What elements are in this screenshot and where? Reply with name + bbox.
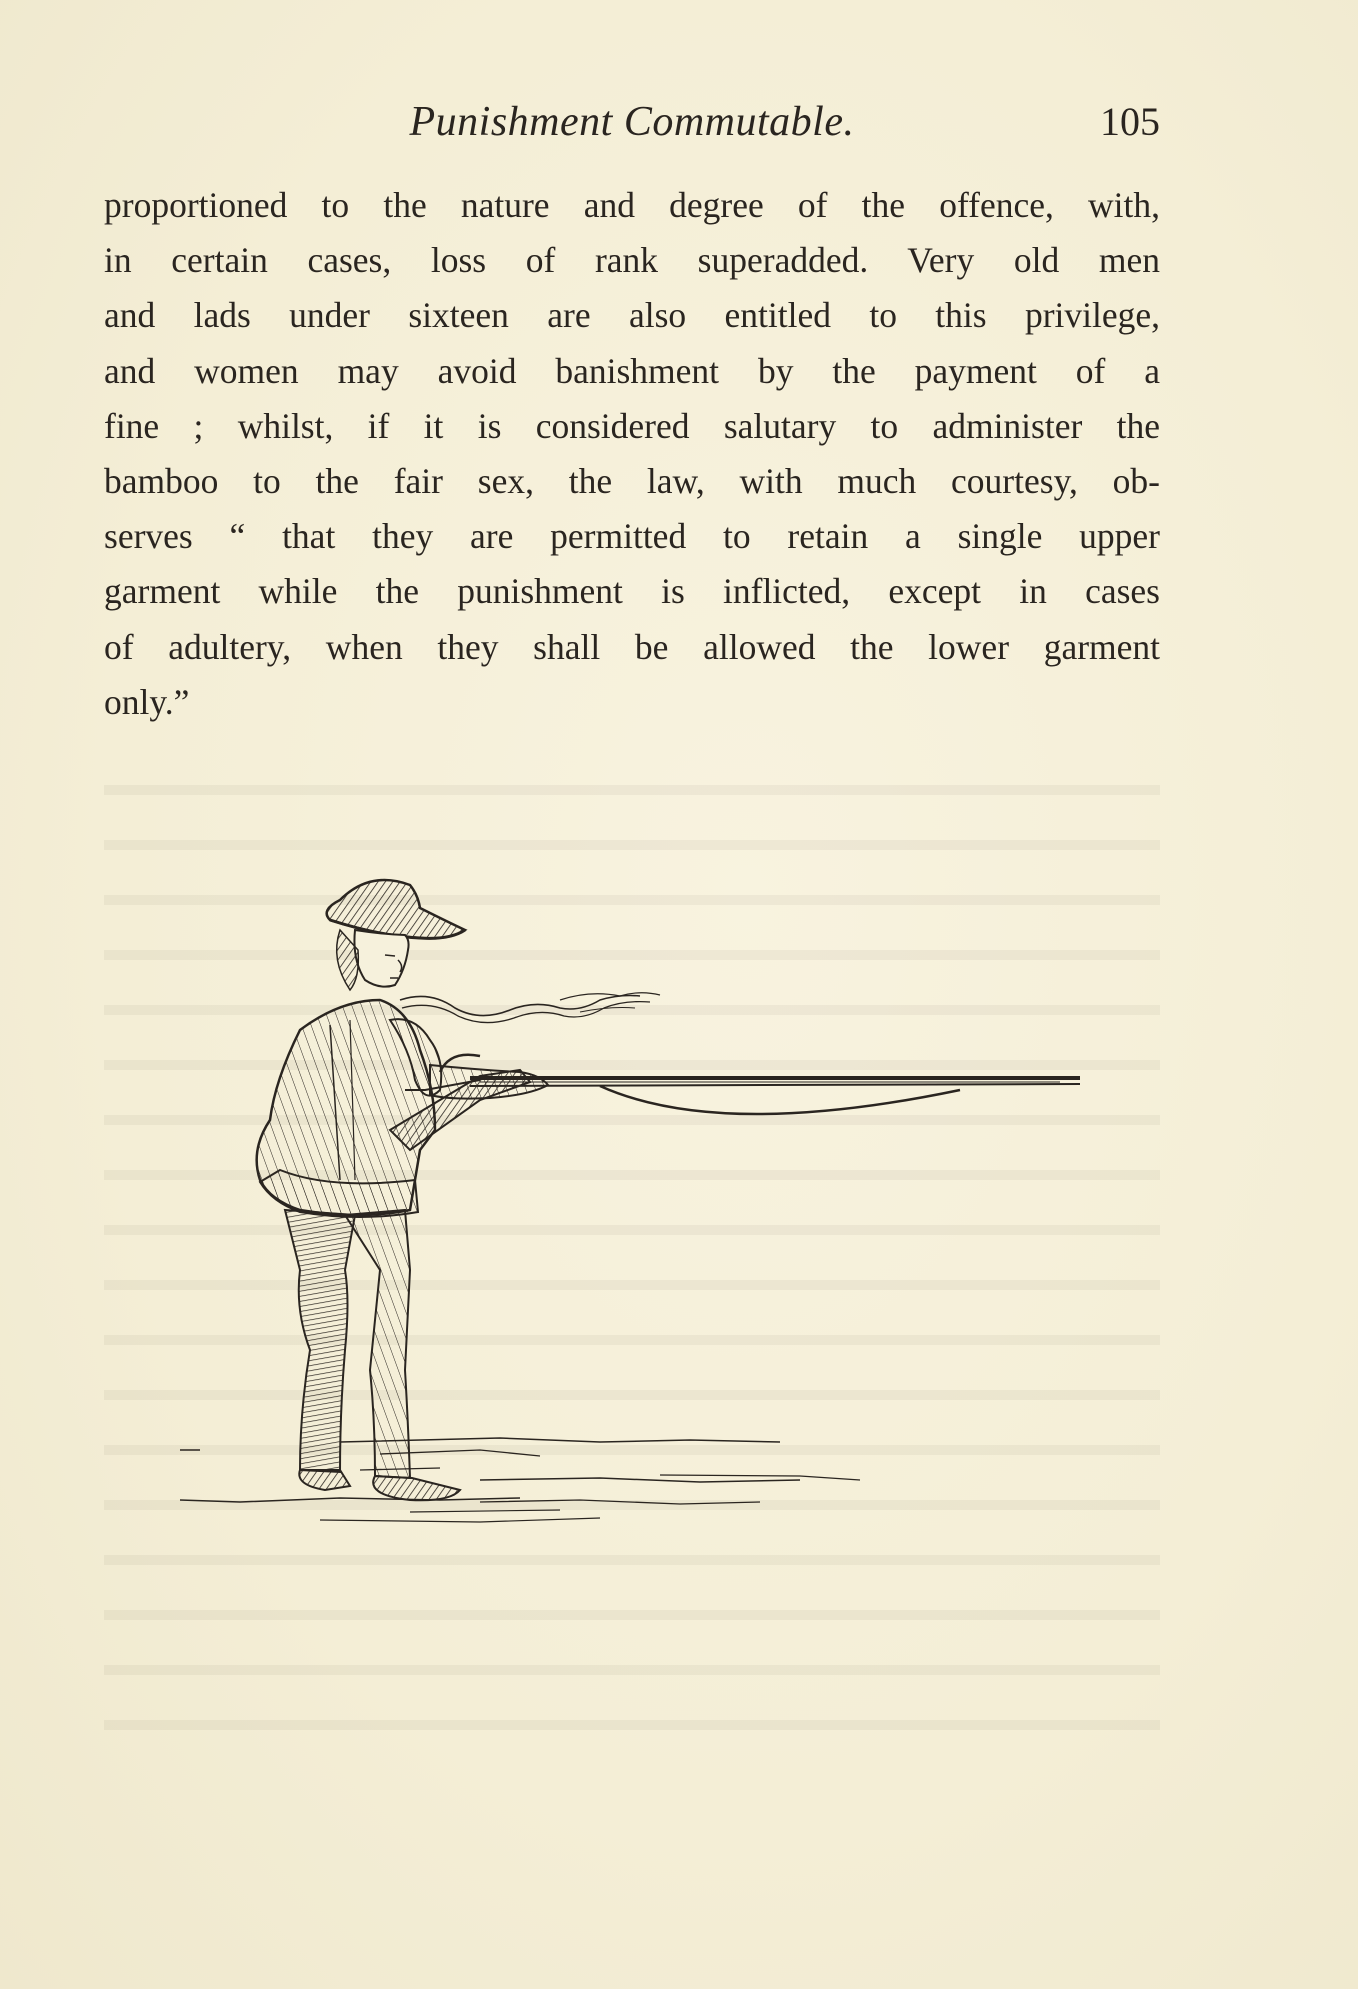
text-line: bamboo to the fair sex, the law, with much courtesy, ob-	[104, 460, 1160, 501]
body-paragraph	[104, 178, 1160, 730]
text-line: fine ; whilst, if it is considered salutary to administer the	[104, 405, 1160, 446]
text-line: proportioned to the nature and degree of the offence, with,	[104, 185, 1160, 225]
running-title: Punishment Commutable.	[409, 99, 855, 145]
text-line: garment while the punishment is inflicted, except in cases	[104, 571, 1160, 612]
gunman-engraving	[180, 850, 1100, 1610]
text-line: serves “ that they are permitted to retain a single upper	[104, 516, 1160, 557]
smoke	[400, 993, 660, 1023]
hat	[327, 880, 465, 938]
text-line: of adultery, when they shall be allowed the lower garment	[104, 626, 1160, 667]
matchlock-gun	[390, 1055, 1080, 1150]
legs	[285, 1210, 460, 1500]
running-head	[104, 92, 1160, 152]
text-line: in certain cases, loss of rank superadded. Very old men	[104, 240, 1160, 281]
text-line: only.”	[104, 681, 190, 722]
text-line: and lads under sixteen are also entitled to this privilege,	[104, 295, 1160, 336]
head	[337, 930, 409, 990]
ground-lines	[180, 1438, 860, 1522]
page-number: 105	[1100, 99, 1160, 144]
text-line: and women may avoid banishment by the payment of a	[104, 350, 1160, 391]
